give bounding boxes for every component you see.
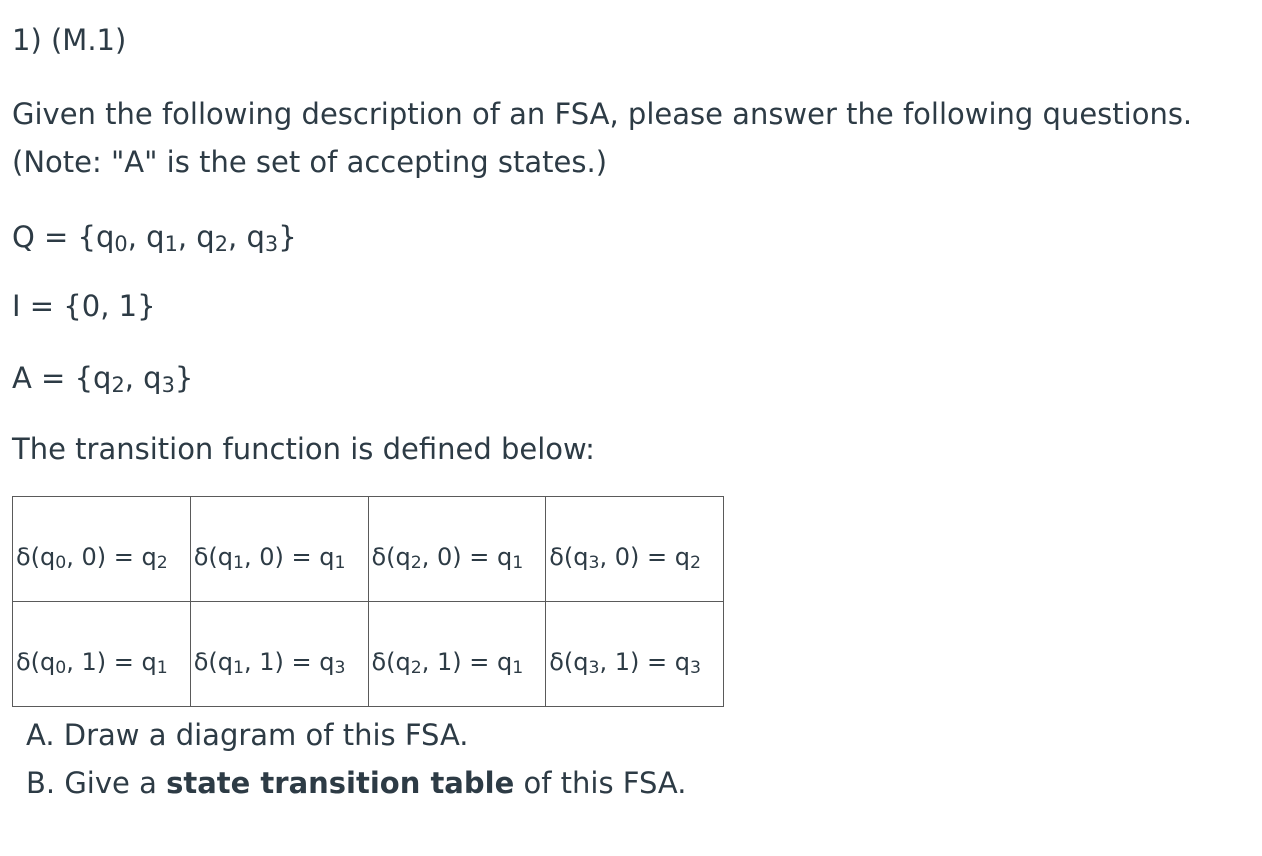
- accepting-states-definition: A = {q2, q3}: [12, 361, 194, 397]
- transition-intro: The transition function is defined below:: [12, 432, 595, 466]
- table-cell: $\delta(q_0$, $0) = q_2$: [13, 497, 191, 602]
- table-cell: $\delta(q_2$, $1) = q_1$: [368, 602, 546, 707]
- table-cell: $\delta(q_3$, $1) = q_3$: [546, 602, 724, 707]
- table-cell: $\delta(q_0$, $1) = q_1$: [13, 602, 191, 707]
- transition-table: [12, 496, 724, 707]
- states-definition: Q = {q0, q1, q2, q3}: [12, 220, 297, 256]
- table-cell: $\delta(q_1$, $1) = q_3$: [190, 602, 368, 707]
- question-b: B. Give a state transition table of this FSA.: [26, 766, 687, 800]
- question-a: A. Draw a diagram of this FSA.: [26, 718, 469, 752]
- emphasis-text: state transition table: [166, 766, 515, 800]
- table-cell: $\delta(q_1$, $0) = q_1$: [190, 497, 368, 602]
- table-cell: $\delta(q_3$, $0) = q_2$: [546, 497, 724, 602]
- intro-line-2: (Note: "A" is the set of accepting states.): [12, 145, 608, 179]
- intro-line-1: Given the following description of an FSA, please answer the following questions.: [12, 97, 1193, 131]
- input-alphabet-definition: I = {0, 1}: [12, 289, 156, 323]
- table-row: [13, 497, 724, 602]
- table-row: [13, 602, 724, 707]
- table-cell: $\delta(q_2$, $0) = q_1$: [368, 497, 546, 602]
- question-heading: 1) (M.1): [12, 23, 127, 57]
